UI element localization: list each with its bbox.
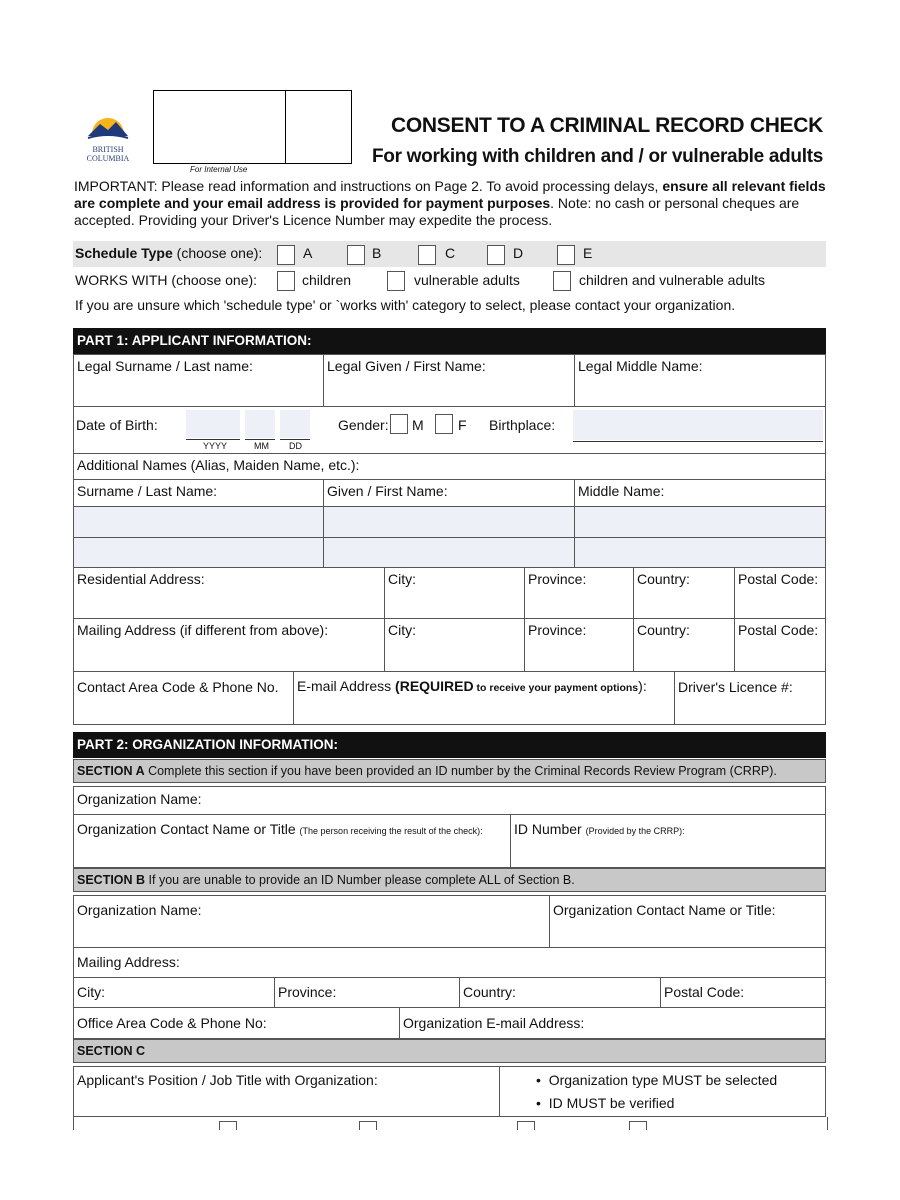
- b-mailing-field[interactable]: [73, 947, 826, 978]
- important-notice: [74, 178, 834, 229]
- mail-city-field[interactable]: [384, 618, 525, 672]
- res-country-field[interactable]: [633, 567, 735, 619]
- res-postal-field[interactable]: [734, 567, 826, 619]
- logo-text-2: COLUMBIA: [86, 154, 130, 163]
- res-postal-label: Postal Code:: [738, 571, 819, 587]
- add-given-header: [323, 479, 575, 507]
- dob-month-input[interactable]: [245, 410, 275, 438]
- add-middle-input-1[interactable]: [574, 506, 826, 538]
- important-text-2: . Note: no cash or personal cheques are accepted. Providing your Driver's Licence Number may expedite the process.: [74, 195, 800, 228]
- b-org-name-label: Organization Name:: [77, 902, 202, 918]
- b-phone-field[interactable]: [73, 1007, 400, 1039]
- org-type-row-cutoff: [73, 1117, 828, 1130]
- position-label: Applicant's Position / Job Title with Organization:: [77, 1072, 378, 1088]
- gender-f-checkbox[interactable]: [435, 414, 453, 434]
- schedule-label: Schedule Type (choose one):: [75, 245, 263, 261]
- b-country-label: Country:: [463, 984, 516, 1000]
- mail-province-field[interactable]: [524, 618, 634, 672]
- dob-dd-label: DD: [289, 441, 302, 451]
- schedule-e-checkbox[interactable]: [557, 245, 575, 265]
- add-middle-input-2[interactable]: [574, 537, 826, 568]
- works-vulnerable-label: vulnerable adults: [414, 272, 520, 288]
- add-middle-label: Middle Name:: [578, 483, 665, 499]
- dob-label: Date of Birth:: [76, 417, 158, 433]
- mail-country-field[interactable]: [633, 618, 735, 672]
- add-middle-header: [574, 479, 826, 507]
- id-number-field[interactable]: [510, 814, 826, 868]
- internal-use-label: For Internal Use: [190, 165, 248, 174]
- sun-mountain-icon: [80, 112, 136, 146]
- b-mailing-label: Mailing Address:: [77, 954, 180, 970]
- dob-yyyy-label: YYYY: [203, 441, 228, 451]
- gender-label: Gender:: [338, 417, 389, 433]
- works-with-label: WORKS WITH (choose one):: [75, 272, 258, 288]
- b-country-field[interactable]: [459, 977, 661, 1008]
- mail-country-label: Country:: [637, 622, 690, 638]
- works-vulnerable-checkbox[interactable]: [387, 271, 405, 291]
- add-surname-label: Surname / Last Name:: [77, 483, 218, 499]
- b-email-label: Organization E-mail Address:: [403, 1015, 585, 1031]
- works-both-label: children and vulnerable adults: [579, 272, 766, 288]
- unsure-note: If you are unsure which 'schedule type' or `works with' category to select, please contact your organization.: [75, 297, 736, 313]
- schedule-d-checkbox[interactable]: [487, 245, 505, 265]
- res-city-label: City:: [388, 571, 416, 587]
- phone-field[interactable]: [73, 671, 294, 725]
- add-surname-input-1[interactable]: [73, 506, 324, 538]
- mailing-address-field[interactable]: [73, 618, 385, 672]
- important-text-1: IMPORTANT: Please read information and instructions on Page 2. To avoid processing delays,: [74, 178, 663, 194]
- email-required-note: to receive your payment options: [473, 682, 639, 694]
- licence-field[interactable]: [674, 671, 826, 725]
- form-title: CONSENT TO A CRIMINAL RECORD CHECK: [391, 114, 823, 137]
- org-name-field[interactable]: [73, 786, 826, 815]
- mail-city-label: City:: [388, 622, 416, 638]
- id-number-note: (Provided by the CRRP):: [585, 826, 685, 836]
- res-country-label: Country:: [637, 571, 690, 587]
- id-number-label: ID Number: [514, 821, 586, 837]
- birthplace-input[interactable]: [573, 410, 823, 440]
- bullet-org-type: • Organization type MUST be selected: [536, 1072, 778, 1088]
- legal-given-field[interactable]: [323, 354, 575, 407]
- res-province-field[interactable]: [524, 567, 634, 619]
- internal-use-box: [153, 90, 352, 164]
- add-surname-header: [73, 479, 324, 507]
- bc-logo: [80, 112, 136, 172]
- schedule-c-checkbox[interactable]: [418, 245, 436, 265]
- schedule-a-checkbox[interactable]: [277, 245, 295, 265]
- org-type-checkbox-3[interactable]: [517, 1121, 535, 1130]
- works-children-checkbox[interactable]: [277, 271, 295, 291]
- works-children-label: children: [302, 272, 352, 288]
- b-phone-label: Office Area Code & Phone No:: [77, 1015, 267, 1031]
- gender-m-checkbox[interactable]: [390, 414, 408, 434]
- legal-given-label: Legal Given / First Name:: [327, 358, 486, 374]
- part1-header: PART 1: APPLICANT INFORMATION:: [73, 328, 826, 354]
- legal-middle-label: Legal Middle Name:: [578, 358, 703, 374]
- email-label-end: ):: [638, 678, 647, 694]
- add-given-label: Given / First Name:: [327, 483, 448, 499]
- org-contact-field[interactable]: [73, 814, 511, 868]
- legal-surname-label: Legal Surname / Last name:: [77, 358, 253, 374]
- form-subtitle: For working with children and / or vulnerable adults: [371, 146, 823, 167]
- schedule-a-label: A: [303, 245, 313, 261]
- b-postal-field[interactable]: [660, 977, 826, 1008]
- add-given-input-1[interactable]: [323, 506, 575, 538]
- works-both-checkbox[interactable]: [553, 271, 571, 291]
- res-province-label: Province:: [528, 571, 587, 587]
- dob-mm-label: MM: [254, 441, 269, 451]
- important-bold: ensure all relevant fields are complete and your email address is provided for payment purposes: [74, 178, 826, 211]
- schedule-d-label: D: [513, 245, 524, 261]
- legal-surname-field[interactable]: [73, 354, 324, 407]
- licence-label: Driver's Licence #:: [678, 679, 793, 695]
- org-type-checkbox-4[interactable]: [629, 1121, 647, 1130]
- section-c-header: SECTION C: [73, 1039, 826, 1063]
- mail-postal-field[interactable]: [734, 618, 826, 672]
- b-province-label: Province:: [278, 984, 337, 1000]
- b-postal-label: Postal Code:: [664, 984, 745, 1000]
- position-field[interactable]: [73, 1066, 500, 1117]
- logo-text: [80, 145, 136, 163]
- email-required: (REQUIRED: [395, 678, 474, 694]
- residential-address-label: Residential Address:: [77, 571, 205, 587]
- legal-middle-field[interactable]: [574, 354, 826, 407]
- res-city-field[interactable]: [384, 567, 525, 619]
- add-surname-input-2[interactable]: [73, 537, 324, 568]
- b-org-name-field[interactable]: [73, 895, 550, 948]
- mail-postal-label: Postal Code:: [738, 622, 819, 638]
- gender-m-label: M: [412, 417, 424, 433]
- org-contact-label: Organization Contact Name or Title: [77, 821, 300, 837]
- phone-label: Contact Area Code & Phone No.: [77, 679, 279, 695]
- add-given-input-2[interactable]: [323, 537, 575, 568]
- section-b-header: SECTION B If you are unable to provide an ID Number please complete ALL of Section B.: [73, 868, 826, 892]
- b-contact-label: Organization Contact Name or Title:: [553, 902, 776, 918]
- b-province-field[interactable]: [274, 977, 460, 1008]
- b-city-field[interactable]: [73, 977, 275, 1008]
- bullet-id-verified: • ID MUST be verified: [536, 1095, 675, 1111]
- b-contact-field[interactable]: [549, 895, 826, 948]
- schedule-b-label: B: [372, 245, 382, 261]
- dob-day-input[interactable]: [280, 410, 310, 438]
- mailing-address-label: Mailing Address (if different from above):: [77, 622, 329, 638]
- additional-names-row: [73, 453, 826, 480]
- part2-header: PART 2: ORGANIZATION INFORMATION:: [73, 732, 826, 758]
- additional-names-label: Additional Names (Alias, Maiden Name, etc.):: [77, 457, 360, 473]
- schedule-b-checkbox[interactable]: [347, 245, 365, 265]
- org-contact-note: (The person receiving the result of the check):: [299, 826, 483, 836]
- section-a-header: SECTION A Complete this section if you have been provided an ID number by the Criminal Records Review Program (CRRP).: [73, 759, 826, 783]
- schedule-e-label: E: [583, 245, 593, 261]
- logo-text-1: BRITISH: [92, 145, 124, 154]
- email-label: E-mail Address: [297, 678, 396, 694]
- schedule-c-label: C: [445, 245, 456, 261]
- dob-year-input[interactable]: [186, 410, 240, 438]
- b-email-field[interactable]: [399, 1007, 826, 1039]
- birthplace-label: Birthplace:: [489, 417, 556, 433]
- email-field[interactable]: [293, 671, 675, 725]
- org-type-checkbox-2[interactable]: [359, 1121, 377, 1130]
- gender-f-label: F: [458, 417, 467, 433]
- org-name-label: Organization Name:: [77, 791, 202, 807]
- org-type-checkbox-1[interactable]: [219, 1121, 237, 1130]
- residential-address-field[interactable]: [73, 567, 385, 619]
- b-city-label: City:: [77, 984, 105, 1000]
- mail-province-label: Province:: [528, 622, 587, 638]
